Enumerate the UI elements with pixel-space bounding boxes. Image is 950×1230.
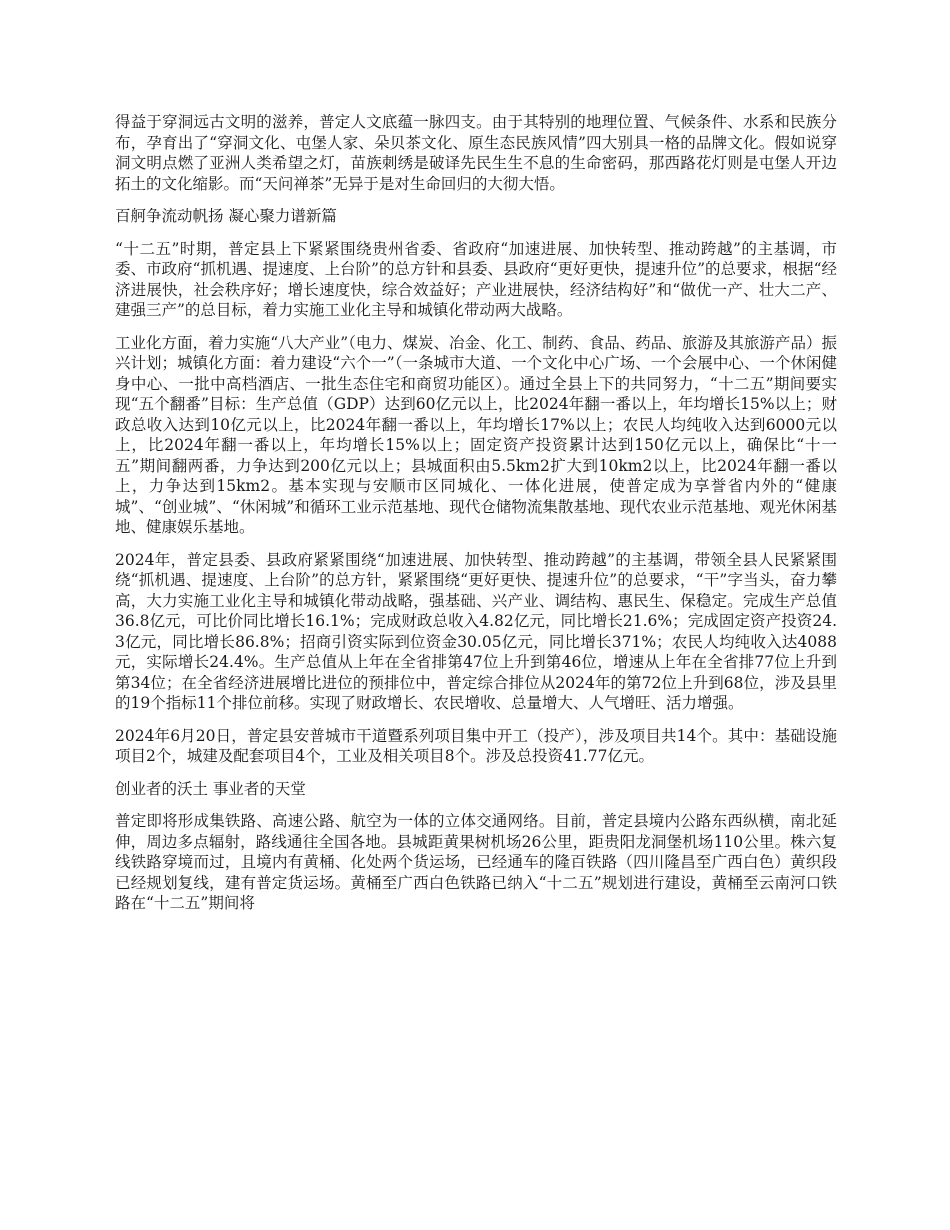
document-body xyxy=(115,112,837,926)
paragraph-culture: 得益于穿洞远古文明的滋养，普定人文底蕴一脉四支。由于其特别的地理位置、气候条件、水系和民族分布，孕育出了“穿洞文化、屯堡人家、朵贝茶文化、原生态民族风情”四大别具一格的品牌文化。假如说穿洞文明点燃了亚洲人类希望之灯，苗族刺绣是破译先民生生不息的生命密码，那西路花灯则是屯堡人开边拓土的文化缩影。而“天问禅茶”无异于是对生命回归的大彻大悟。 xyxy=(115,113,837,193)
paragraph-2024-results: 2024年，普定县委、县政府紧紧围绕“加速进展、加快转型、推动跨越”的主基调，带领全县人民紧紧围绕“抓机遇、提速度、上台阶”的总方针，紧紧围绕“更好更快、提速升位”的总要求，“干”字当头，奋力攀高，大力实施工业化主导和城镇化带动战略，强基础、兴产业、调结构、惠民生、保稳定。完成生产总值36.8亿元，可比价同比增长16.1%；完成财政总收入4.82亿元，同比增长21.6%；完成固定资产投资24.3亿元，同比增长86.8%；招商引资实际到位资金30.05亿元，同比增长371%；农民人均纯收入达4088元，实际增长24.4%。生产总值从上年在全省排第47位上升到第46位，增速从上年在全省排77位上升到第34位；在全省经济进展增比进位的预排位中，普定综合排位从2024年的第72位上升到68位，涉及县里的19个指标11个排位前移。实现了财政增长、农民增收、总量增大、人气增旺、活力增强。 xyxy=(115,550,837,712)
paragraph-transportation: 普定即将形成集铁路、高速公路、航空为一体的立体交通网络。目前，普定县境内公路东西纵横，南北延伸，周边多点辐射，路线通往全国各地。县城距黄果树机场26公里，距贵阳龙洞堡机场110公里。株六复线铁路穿境而过，且境内有黄桶、化处两个货运场，已经通车的隆百铁路（四川隆昌至广西白色）黄织段已经规划复线，建有普定货运场。黄桶至广西白色铁路已纳入“十二五”规划进行建设，黄桶至云南河口铁路在“十二五”期间将 xyxy=(115,812,837,912)
paragraph-industrialization: 工业化方面，着力实施“八大产业”（电力、煤炭、冶金、化工、制药、食品、药品、旅游及其旅游产品）振兴计划；城镇化方面：着力建设“六个一”（一条城市大道、一个文化中心广场、一个会展中心、一个休闲健身中心、一批中高档酒店、一批生态住宅和商贸功能区）。通过全县上下的共同努力，“十二五”期间要实现“五个翻番”目标：生产总值（GDP）达到60亿元以上，比2024年翻一番以上，年均增长15%以上；财政总收入达到10亿元以上，比2024年翻一番以上，年均增长17%以上；农民人均纯收入达到6000元以上，比2024年翻一番以上，年均增长15%以上；固定资产投资累计达到150亿元以上，确保比“十一五”期间翻两番，力争达到200亿元以上；县城面积由5.5km2扩大到10km2以上，比2024年翻一番以上，力争达到15km2。基本实现与安顺市区同城化、一体化进展，使普定成为享誉省内外的“健康城”、“创业城”、“休闲城”和循环工业示范基地、现代仓储物流集散基地、现代农业示范基地、观光休闲基地、健康娱乐基地。 xyxy=(115,333,837,536)
paragraph-twelfth-five-year: “十二五”时期，普定县上下紧紧围绕贵州省委、省政府“加速进展、加快转型、推动跨越”的主基调，市委、市政府“抓机遇、提速度、上台阶”的总方针和县委、县政府“更好更快，提速升位”的总要求，根据“经济进展快，社会秩序好；增长速度快，综合效益好；产业进展快，经济结构好”和“做优一产、壮大二产、建强三产”的总目标，着力实施工业化主导和城镇化带动两大战略。 xyxy=(115,239,837,319)
section-heading-entrepreneurs: 创业者的沃土 事业者的天堂 xyxy=(115,779,306,798)
paragraph-project-launch: 2024年6月20日，普定县安普城市干道暨系列项目集中开工（投产），涉及项目共14个。其中：基础设施项目2个，城建及配套项目4个，工业及相关项目8个。涉及总投资41.77亿元。 xyxy=(115,726,837,765)
section-heading-new-chapter: 百舸争流动帆扬 凝心聚力谱新篇 xyxy=(115,207,337,225)
